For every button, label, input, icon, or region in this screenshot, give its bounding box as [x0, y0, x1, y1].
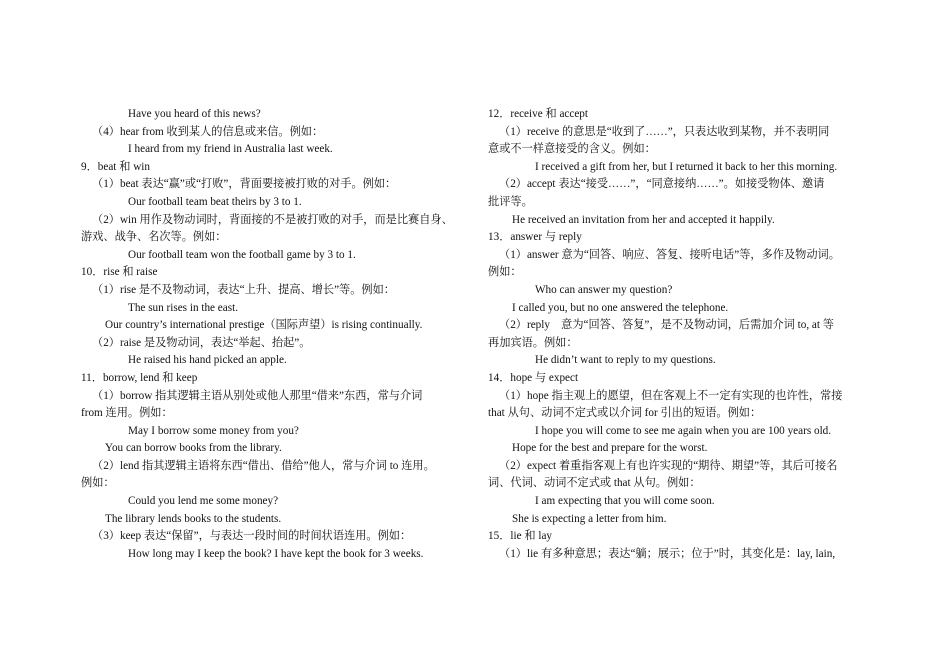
text-line: 词、代词、动词不定式或 that 从句。例如：: [488, 477, 701, 490]
text-line: He didn’t want to reply to my questions.: [535, 354, 716, 367]
text-line: 例如：: [488, 266, 522, 279]
text-line: I received a gift from her, but I returned it back to her this morning.: [535, 160, 838, 173]
text-line: （2）accept 表达“接受……”，“同意接纳……”。如接受物体、邀请: [499, 178, 825, 191]
text-line: She is expecting a letter from him.: [512, 512, 667, 525]
text-line: Our country’s international prestige（国际声望）is rising continually.: [105, 319, 423, 332]
text-line: 游戏、战争、名次等。例如：: [81, 231, 227, 244]
text-line: 10．rise 和 raise: [81, 266, 158, 279]
left-column: [81, 106, 467, 563]
text-line: （1）hope 指主观上的愿望，但在客观上不一定有实现的也许性，常接: [499, 389, 843, 402]
text-line: Our football team won the football game by 3 to 1.: [128, 248, 356, 261]
text-line: （1）borrow 指其逻辑主语从别处或他人那里“借来”东西，常与介词: [92, 389, 423, 402]
text-line: 14．hope 与 expect: [488, 371, 579, 384]
text-line: （2）reply 意为“回答、答复”，是不及物动词，后需加介词 to, at 等: [499, 319, 834, 332]
text-line: 11．borrow, lend 和 keep: [81, 371, 198, 384]
text-line: （3）keep 表达“保留”，与表达一段时间的时间状语连用。例如：: [92, 530, 412, 543]
text-line: 15．lie 和 lay: [488, 530, 553, 543]
text-line: 13．answer 与 reply: [488, 231, 582, 244]
text-line: I hope you will come to see me again when you are 100 years old.: [535, 424, 832, 437]
text-line: Our football team beat theirs by 3 to 1.: [128, 195, 302, 208]
text-line: 例如：: [81, 477, 115, 490]
text-line: 12．receive 和 accept: [488, 108, 589, 120]
text-line: （2）lend 指其逻辑主语将东西“借出、借给”他人，常与介词 to 连用。: [92, 459, 435, 472]
text-line: （1）receive 的意思是“收到了……”，只表达收到某物，并不表明同: [499, 125, 830, 138]
text-line: How long may I keep the book? I have kept the book for 3 weeks.: [128, 547, 424, 560]
right-column: [488, 106, 872, 563]
text-line: Could you lend me some money?: [128, 495, 279, 508]
text-line: I am expecting that you will come soon.: [535, 495, 715, 508]
text-line: （2）expect 着重指客观上有也许实现的“期待、期望”等，其后可接名: [499, 459, 838, 472]
text-line: （1）lie 有多种意思；表达“躺；展示；位于”时，其变化是：lay, lain,: [499, 547, 836, 560]
text-line: 意或不一样意接受的含义。例如：: [488, 143, 656, 156]
text-line: He received an invitation from her and accepted it happily.: [512, 213, 775, 226]
text-line: （1）beat 表达“赢”或“打败”，背面要接被打败的对手。例如：: [92, 178, 397, 191]
text-line: I called you, but no one answered the telephone.: [512, 301, 729, 314]
text-line: 9．beat 和 win: [81, 160, 150, 173]
text-line: I heard from my friend in Australia last week.: [128, 143, 333, 156]
text-line: 批评等。: [488, 195, 533, 208]
text-line: （1）rise 是不及物动词，表达“上升、提高、增长”等。例如：: [92, 283, 395, 296]
text-line: May I borrow some money from you?: [128, 424, 299, 437]
text-line: Who can answer my question?: [535, 283, 673, 296]
text-line: 再加宾语。例如：: [488, 336, 578, 349]
text-line: The library lends books to the students.: [105, 512, 282, 525]
text-line: You can borrow books from the library.: [105, 442, 282, 455]
text-line: （4）hear from 收到某人的信息或来信。例如：: [92, 125, 324, 138]
text-line: from 连用。例如：: [81, 407, 173, 420]
text-line: （2）raise 是及物动词，表达“举起、抬起”。: [92, 336, 311, 349]
text-line: （2）win 用作及物动词时，背面接的不是被打败的对手，而是比赛自身、: [92, 213, 453, 226]
text-line: He raised his hand picked an apple.: [128, 354, 287, 367]
text-line: Have you heard of this news?: [128, 108, 261, 120]
text-line: Hope for the best and prepare for the worst.: [512, 442, 708, 455]
text-line: that 从句、动词不定式或以介词 for 引出的短语。例如：: [488, 407, 762, 420]
text-line: （1）answer 意为“回答、响应、答复、接听电话”等，多作及物动词。: [499, 248, 840, 261]
text-line: The sun rises in the east.: [128, 301, 238, 314]
